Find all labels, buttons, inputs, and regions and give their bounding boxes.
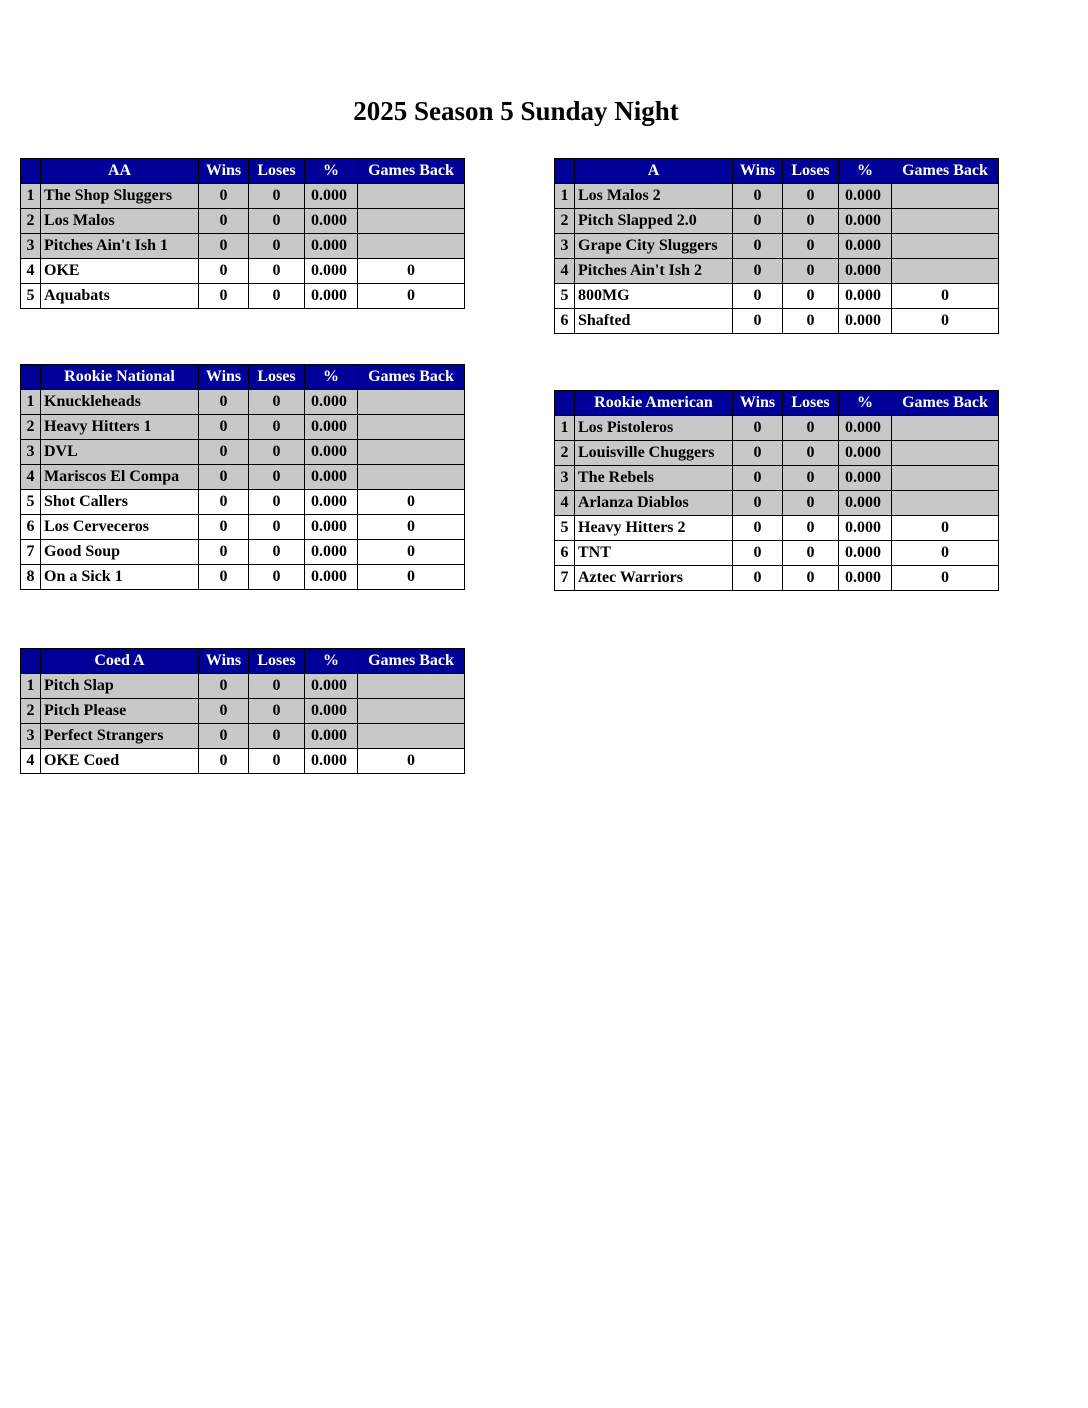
rank-cell: 6 xyxy=(555,309,575,334)
division-name: Coed A xyxy=(41,649,199,674)
header-row xyxy=(555,391,999,416)
pct-cell: 0.000 xyxy=(305,565,358,590)
wins-cell: 0 xyxy=(733,491,783,516)
rank-cell: 2 xyxy=(555,209,575,234)
division-name: A xyxy=(575,159,733,184)
team-name-cell: Los Cerveceros xyxy=(41,515,199,540)
rank-cell: 1 xyxy=(21,184,41,209)
wins-cell: 0 xyxy=(733,234,783,259)
team-name-cell: Pitch Slapped 2.0 xyxy=(575,209,733,234)
team-name-cell: Pitches Ain't Ish 1 xyxy=(41,234,199,259)
rank-cell: 4 xyxy=(555,259,575,284)
table-row xyxy=(555,466,999,491)
wins-cell: 0 xyxy=(199,515,249,540)
games-back-cell xyxy=(892,259,999,284)
games-back-cell xyxy=(358,209,465,234)
wins-cell: 0 xyxy=(733,516,783,541)
table-row xyxy=(21,490,465,515)
table-row xyxy=(21,674,465,699)
team-name-cell: Shot Callers xyxy=(41,490,199,515)
page-title: 2025 Season 5 Sunday Night xyxy=(353,96,679,126)
loses-cell: 0 xyxy=(249,699,305,724)
wins-cell: 0 xyxy=(733,309,783,334)
wins-cell: 0 xyxy=(199,415,249,440)
table-row xyxy=(555,541,999,566)
wins-header: Wins xyxy=(199,159,249,184)
table-row xyxy=(555,184,999,209)
table-row xyxy=(21,234,465,259)
loses-cell: 0 xyxy=(249,724,305,749)
team-name-cell: Mariscos El Compa xyxy=(41,465,199,490)
wins-cell: 0 xyxy=(199,209,249,234)
games-back-cell xyxy=(358,184,465,209)
wins-cell: 0 xyxy=(733,209,783,234)
loses-cell: 0 xyxy=(249,749,305,774)
wins-cell: 0 xyxy=(733,566,783,591)
games-back-cell: 0 xyxy=(892,516,999,541)
rank-cell: 6 xyxy=(21,515,41,540)
wins-cell: 0 xyxy=(199,465,249,490)
table-row xyxy=(21,415,465,440)
table-row xyxy=(555,284,999,309)
table-row xyxy=(21,465,465,490)
games-back-cell: 0 xyxy=(358,565,465,590)
rank-header xyxy=(21,159,41,184)
pct-cell: 0.000 xyxy=(305,515,358,540)
pct-cell: 0.000 xyxy=(839,441,892,466)
loses-cell: 0 xyxy=(783,309,839,334)
pct-header: % xyxy=(305,159,358,184)
table-row xyxy=(555,491,999,516)
team-name-cell: Aquabats xyxy=(41,284,199,309)
wins-cell: 0 xyxy=(733,284,783,309)
loses-cell: 0 xyxy=(783,184,839,209)
pct-cell: 0.000 xyxy=(839,541,892,566)
loses-cell: 0 xyxy=(249,284,305,309)
division-name: AA xyxy=(41,159,199,184)
pct-cell: 0.000 xyxy=(305,749,358,774)
pct-cell: 0.000 xyxy=(305,209,358,234)
games-back-header: Games Back xyxy=(358,649,465,674)
games-back-cell xyxy=(358,674,465,699)
table-row xyxy=(21,565,465,590)
pct-cell: 0.000 xyxy=(305,259,358,284)
team-name-cell: Heavy Hitters 1 xyxy=(41,415,199,440)
division-table-coed-a xyxy=(20,648,465,774)
rank-cell: 4 xyxy=(21,749,41,774)
loses-cell: 0 xyxy=(249,415,305,440)
games-back-cell: 0 xyxy=(358,540,465,565)
games-back-cell xyxy=(358,724,465,749)
pct-cell: 0.000 xyxy=(839,516,892,541)
rank-cell: 5 xyxy=(21,284,41,309)
wins-cell: 0 xyxy=(733,541,783,566)
loses-cell: 0 xyxy=(783,566,839,591)
rank-cell: 4 xyxy=(21,259,41,284)
pct-cell: 0.000 xyxy=(305,540,358,565)
pct-cell: 0.000 xyxy=(305,390,358,415)
loses-cell: 0 xyxy=(783,209,839,234)
team-name-cell: Heavy Hitters 2 xyxy=(575,516,733,541)
table-row xyxy=(21,540,465,565)
table-row xyxy=(555,416,999,441)
header-row xyxy=(555,159,999,184)
pct-cell: 0.000 xyxy=(305,724,358,749)
loses-header: Loses xyxy=(249,649,305,674)
games-back-cell xyxy=(892,209,999,234)
loses-cell: 0 xyxy=(249,540,305,565)
rank-cell: 3 xyxy=(21,234,41,259)
loses-cell: 0 xyxy=(249,209,305,234)
division-table-rookie-national xyxy=(20,364,465,590)
rank-cell: 8 xyxy=(21,565,41,590)
rank-cell: 5 xyxy=(555,516,575,541)
loses-cell: 0 xyxy=(783,416,839,441)
loses-cell: 0 xyxy=(249,515,305,540)
team-name-cell: Arlanza Diablos xyxy=(575,491,733,516)
table-row xyxy=(21,284,465,309)
team-name-cell: 800MG xyxy=(575,284,733,309)
wins-header: Wins xyxy=(199,649,249,674)
wins-cell: 0 xyxy=(199,490,249,515)
wins-header: Wins xyxy=(733,391,783,416)
rank-cell: 2 xyxy=(555,441,575,466)
loses-cell: 0 xyxy=(783,516,839,541)
rank-cell: 2 xyxy=(21,209,41,234)
team-name-cell: Pitch Slap xyxy=(41,674,199,699)
table-row xyxy=(555,441,999,466)
pct-cell: 0.000 xyxy=(839,184,892,209)
loses-cell: 0 xyxy=(783,441,839,466)
table-row xyxy=(21,184,465,209)
games-back-cell xyxy=(358,415,465,440)
games-back-header: Games Back xyxy=(358,159,465,184)
wins-cell: 0 xyxy=(199,699,249,724)
team-name-cell: Pitches Ain't Ish 2 xyxy=(575,259,733,284)
team-name-cell: The Shop Sluggers xyxy=(41,184,199,209)
wins-header: Wins xyxy=(733,159,783,184)
loses-cell: 0 xyxy=(783,284,839,309)
table-row xyxy=(21,440,465,465)
wins-cell: 0 xyxy=(199,674,249,699)
pct-cell: 0.000 xyxy=(839,309,892,334)
team-name-cell: Grape City Sluggers xyxy=(575,234,733,259)
wins-cell: 0 xyxy=(199,749,249,774)
header-row xyxy=(21,365,465,390)
team-name-cell: Knuckleheads xyxy=(41,390,199,415)
pct-cell: 0.000 xyxy=(839,491,892,516)
wins-cell: 0 xyxy=(199,284,249,309)
games-back-cell xyxy=(358,699,465,724)
pct-header: % xyxy=(839,159,892,184)
rank-cell: 5 xyxy=(555,284,575,309)
team-name-cell: Good Soup xyxy=(41,540,199,565)
wins-cell: 0 xyxy=(733,441,783,466)
rank-cell: 1 xyxy=(555,184,575,209)
team-name-cell: Los Malos xyxy=(41,209,199,234)
team-name-cell: Shafted xyxy=(575,309,733,334)
games-back-cell xyxy=(358,390,465,415)
pct-cell: 0.000 xyxy=(305,699,358,724)
table-row xyxy=(21,209,465,234)
games-back-cell xyxy=(892,184,999,209)
pct-cell: 0.000 xyxy=(839,466,892,491)
wins-cell: 0 xyxy=(199,259,249,284)
games-back-cell xyxy=(892,416,999,441)
wins-cell: 0 xyxy=(733,416,783,441)
games-back-cell: 0 xyxy=(358,749,465,774)
loses-cell: 0 xyxy=(783,259,839,284)
loses-cell: 0 xyxy=(249,440,305,465)
rank-header xyxy=(555,159,575,184)
pct-cell: 0.000 xyxy=(839,566,892,591)
rank-cell: 1 xyxy=(555,416,575,441)
wins-cell: 0 xyxy=(199,724,249,749)
loses-cell: 0 xyxy=(249,234,305,259)
table-row xyxy=(555,259,999,284)
table-row xyxy=(21,724,465,749)
division-name: Rookie American xyxy=(575,391,733,416)
table-row xyxy=(21,749,465,774)
rank-cell: 4 xyxy=(555,491,575,516)
team-name-cell: TNT xyxy=(575,541,733,566)
table-row xyxy=(21,259,465,284)
team-name-cell: Los Malos 2 xyxy=(575,184,733,209)
pct-cell: 0.000 xyxy=(305,184,358,209)
pct-cell: 0.000 xyxy=(839,209,892,234)
pct-cell: 0.000 xyxy=(305,440,358,465)
rank-header xyxy=(555,391,575,416)
loses-cell: 0 xyxy=(783,491,839,516)
rank-cell: 1 xyxy=(21,390,41,415)
wins-cell: 0 xyxy=(733,466,783,491)
team-name-cell: The Rebels xyxy=(575,466,733,491)
games-back-cell xyxy=(892,491,999,516)
games-back-cell: 0 xyxy=(892,309,999,334)
table-row xyxy=(555,234,999,259)
division-table-rookie-american xyxy=(554,390,999,591)
wins-header: Wins xyxy=(199,365,249,390)
games-back-cell xyxy=(892,234,999,259)
rank-cell: 3 xyxy=(555,466,575,491)
table-row xyxy=(555,309,999,334)
pct-header: % xyxy=(305,365,358,390)
games-back-cell xyxy=(892,441,999,466)
pct-header: % xyxy=(839,391,892,416)
rank-cell: 2 xyxy=(21,699,41,724)
games-back-cell: 0 xyxy=(892,284,999,309)
games-back-cell: 0 xyxy=(358,284,465,309)
pct-header: % xyxy=(305,649,358,674)
team-name-cell: OKE xyxy=(41,259,199,284)
pct-cell: 0.000 xyxy=(305,234,358,259)
games-back-cell: 0 xyxy=(358,490,465,515)
team-name-cell: Pitch Please xyxy=(41,699,199,724)
games-back-cell: 0 xyxy=(358,259,465,284)
loses-header: Loses xyxy=(783,391,839,416)
pct-cell: 0.000 xyxy=(305,490,358,515)
games-back-cell xyxy=(358,465,465,490)
team-name-cell: On a Sick 1 xyxy=(41,565,199,590)
header-row xyxy=(21,649,465,674)
loses-header: Loses xyxy=(249,159,305,184)
wins-cell: 0 xyxy=(733,184,783,209)
header-row xyxy=(21,159,465,184)
games-back-cell xyxy=(892,466,999,491)
games-back-cell: 0 xyxy=(358,515,465,540)
team-name-cell: OKE Coed xyxy=(41,749,199,774)
rank-header xyxy=(21,649,41,674)
pct-cell: 0.000 xyxy=(839,416,892,441)
rank-cell: 4 xyxy=(21,465,41,490)
rank-cell: 5 xyxy=(21,490,41,515)
wins-cell: 0 xyxy=(199,234,249,259)
wins-cell: 0 xyxy=(733,259,783,284)
table-row xyxy=(555,516,999,541)
rank-cell: 7 xyxy=(555,566,575,591)
loses-header: Loses xyxy=(249,365,305,390)
division-table-a xyxy=(554,158,999,334)
games-back-header: Games Back xyxy=(892,159,999,184)
table-row xyxy=(21,699,465,724)
loses-cell: 0 xyxy=(249,674,305,699)
team-name-cell: DVL xyxy=(41,440,199,465)
loses-cell: 0 xyxy=(249,259,305,284)
team-name-cell: Los Pistoleros xyxy=(575,416,733,441)
wins-cell: 0 xyxy=(199,184,249,209)
table-row xyxy=(21,515,465,540)
rank-cell: 7 xyxy=(21,540,41,565)
loses-cell: 0 xyxy=(249,565,305,590)
rank-cell: 3 xyxy=(555,234,575,259)
loses-cell: 0 xyxy=(249,465,305,490)
pct-cell: 0.000 xyxy=(305,284,358,309)
rank-header xyxy=(21,365,41,390)
loses-header: Loses xyxy=(783,159,839,184)
games-back-cell xyxy=(358,234,465,259)
games-back-header: Games Back xyxy=(358,365,465,390)
division-name: Rookie National xyxy=(41,365,199,390)
games-back-cell xyxy=(358,440,465,465)
pct-cell: 0.000 xyxy=(839,284,892,309)
team-name-cell: Aztec Warriors xyxy=(575,566,733,591)
wins-cell: 0 xyxy=(199,390,249,415)
rank-cell: 3 xyxy=(21,724,41,749)
loses-cell: 0 xyxy=(249,390,305,415)
team-name-cell: Louisville Chuggers xyxy=(575,441,733,466)
rank-cell: 2 xyxy=(21,415,41,440)
loses-cell: 0 xyxy=(249,184,305,209)
pct-cell: 0.000 xyxy=(305,674,358,699)
games-back-header: Games Back xyxy=(892,391,999,416)
table-row xyxy=(555,566,999,591)
pct-cell: 0.000 xyxy=(305,465,358,490)
rank-cell: 1 xyxy=(21,674,41,699)
wins-cell: 0 xyxy=(199,440,249,465)
rank-cell: 6 xyxy=(555,541,575,566)
pct-cell: 0.000 xyxy=(839,234,892,259)
loses-cell: 0 xyxy=(249,490,305,515)
wins-cell: 0 xyxy=(199,540,249,565)
games-back-cell: 0 xyxy=(892,541,999,566)
rank-cell: 3 xyxy=(21,440,41,465)
loses-cell: 0 xyxy=(783,541,839,566)
pct-cell: 0.000 xyxy=(839,259,892,284)
loses-cell: 0 xyxy=(783,466,839,491)
games-back-cell: 0 xyxy=(892,566,999,591)
table-row xyxy=(21,390,465,415)
loses-cell: 0 xyxy=(783,234,839,259)
table-row xyxy=(555,209,999,234)
pct-cell: 0.000 xyxy=(305,415,358,440)
wins-cell: 0 xyxy=(199,565,249,590)
division-table-aa xyxy=(20,158,465,309)
team-name-cell: Perfect Strangers xyxy=(41,724,199,749)
